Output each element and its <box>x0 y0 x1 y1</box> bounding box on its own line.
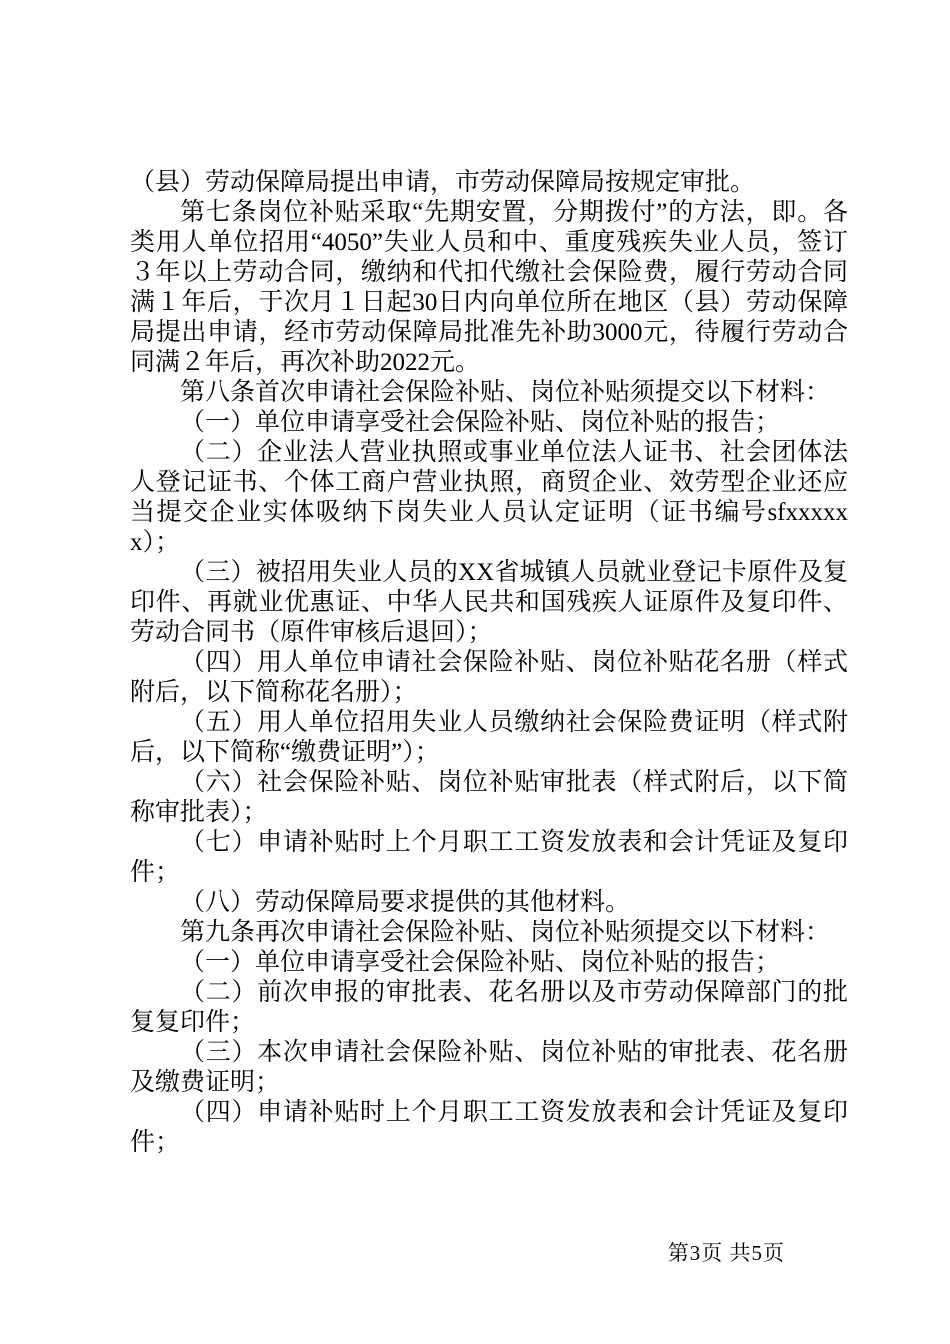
document-paragraph: （八）劳动保障局要求提供的其他材料。 <box>180 889 631 916</box>
document-paragraph: （一）单位申请享受社会保险补贴、岗位补贴的报告； <box>180 409 781 436</box>
document-paragraph: 第八条首次申请社会保险补贴、岗位补贴须提交以下材料： <box>180 379 831 406</box>
document-body-text <box>130 168 848 1158</box>
document-paragraph: （县）劳动保障局提出申请，市劳动保障局按规定审批。 <box>130 169 756 196</box>
document-paragraph: （四）申请补贴时上个月职工工资发放表和会计凭证及复印件； <box>130 1099 848 1156</box>
document-paragraph: （四）用人单位申请社会保险补贴、岗位补贴花名册（样式附后，以下简称花名册）； <box>130 649 848 706</box>
document-paragraph: （七）申请补贴时上个月职工工资发放表和会计凭证及复印件； <box>130 829 848 886</box>
page-number-indicator: 第3页 共5页 <box>667 1241 785 1265</box>
document-paragraph: （三）被招用失业人员的XX省城镇人员就业登记卡原件及复印件、再就业优惠证、中华人民共和国残疾人证原件及复印件、劳动合同书（原件审核后退回）； <box>130 559 848 646</box>
document-paragraph: （六）社会保险补贴、岗位补贴审批表（样式附后，以下简称审批表）； <box>130 769 848 826</box>
page-footer <box>668 1240 785 1266</box>
document-paragraph: （五）用人单位招用失业人员缴纳社会保险费证明（样式附后，以下简称“缴费证明”）； <box>130 709 848 766</box>
document-paragraph: 第九条再次申请社会保险补贴、岗位补贴须提交以下材料： <box>180 919 831 946</box>
document-paragraph: （三）本次申请社会保险补贴、岗位补贴的审批表、花名册及缴费证明； <box>130 1039 848 1096</box>
document-paragraph: （二）企业法人营业执照或事业单位法人证书、社会团体法人登记证书、个体工商户营业执照，商贸企业、效劳型企业还应当提交企业实体吸纳下岗失业人员认定证明（证书编号sfxxxxxx）； <box>130 439 848 556</box>
document-paragraph: （一）单位申请享受社会保险补贴、岗位补贴的报告； <box>180 949 781 976</box>
document-paragraph: 第七条岗位补贴采取“先期安置，分期拨付”的方法，即。各类用人单位招用“4050”失业人员和中、重度残疾失业人员，签订３年以上劳动合同，缴纳和代扣代缴社会保险费，履行劳动合同满１年后，于次月１日起30日内向单位所在地区（县）劳动保障局提出申请，经市劳动保障局批准先补助3000元，待履行劳动合同满２年后，再次补助2022元。 <box>130 199 848 376</box>
document-paragraph: （二）前次申报的审批表、花名册以及市劳动保障部门的批复复印件； <box>130 979 848 1036</box>
